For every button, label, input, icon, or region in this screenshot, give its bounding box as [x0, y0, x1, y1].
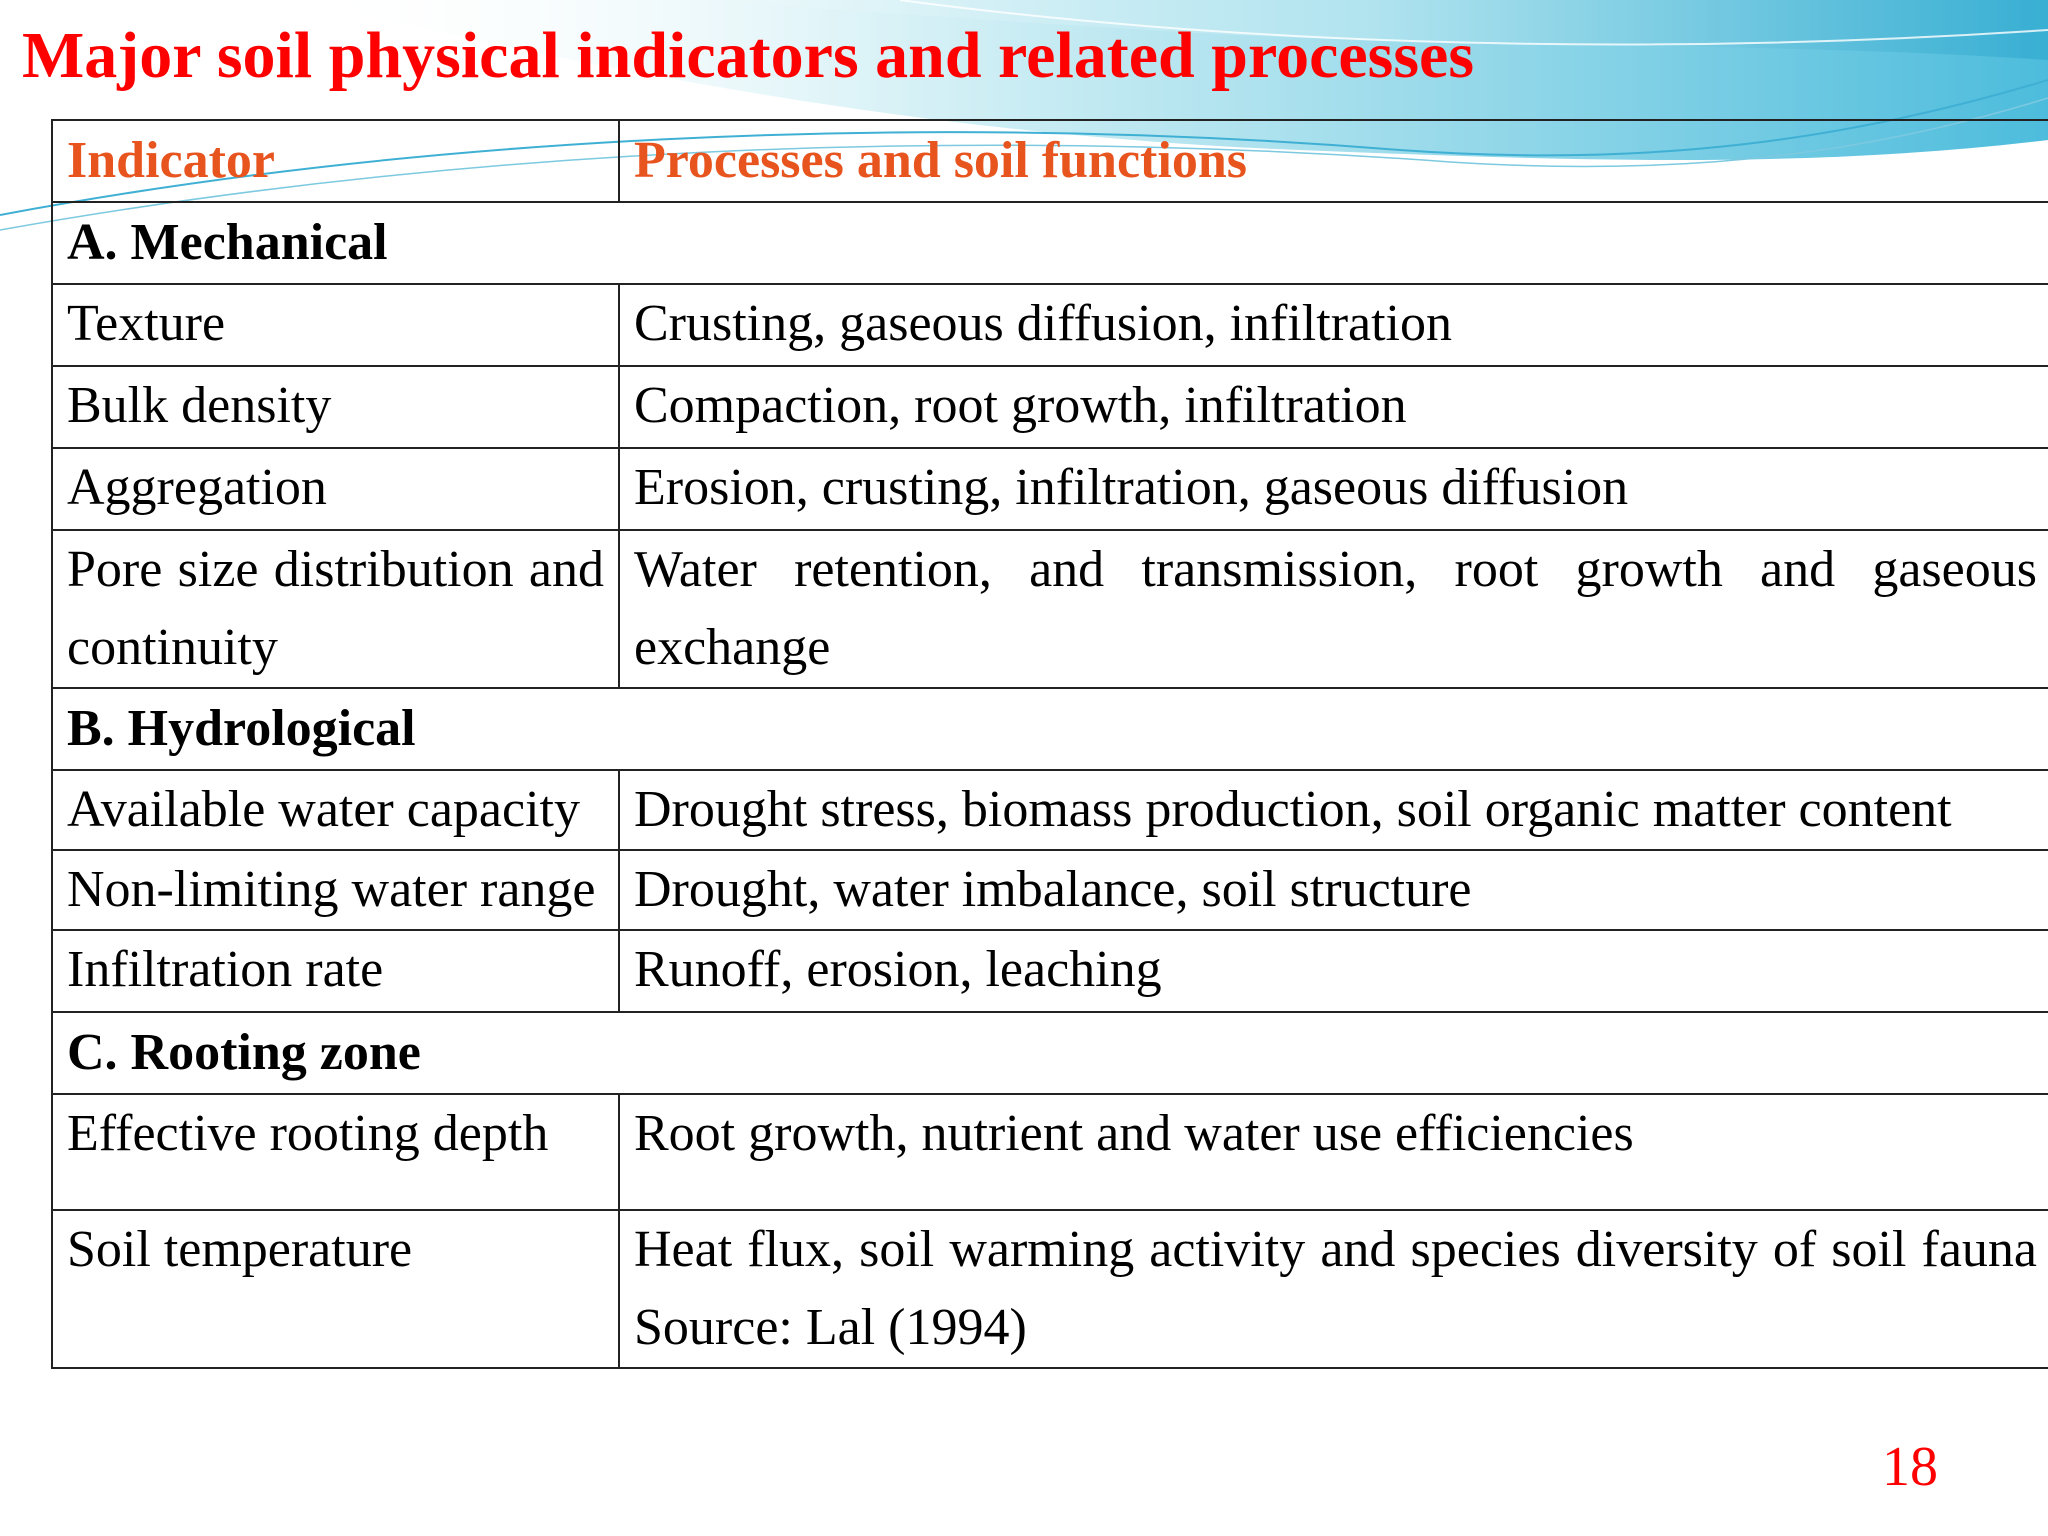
table-row — [52, 1094, 2048, 1210]
slide-title: Major soil physical indicators and related processes — [22, 19, 1474, 92]
section-row-hydrological — [52, 688, 2048, 770]
section-label: A. Mechanical — [52, 202, 2048, 284]
indicator-cell: Aggregation — [52, 448, 619, 530]
indicator-cell: Available water capacity — [52, 770, 619, 850]
indicator-cell: Soil temperature — [52, 1210, 619, 1368]
indicators-table — [51, 119, 2048, 1369]
section-label: B. Hydrological — [52, 688, 2048, 770]
table-row — [52, 770, 2048, 850]
table-row — [52, 850, 2048, 930]
table-row — [52, 366, 2048, 448]
indicator-cell: Non-limiting water range — [52, 850, 619, 930]
table-row — [52, 1210, 2048, 1368]
table-row — [52, 530, 2048, 688]
processes-cell: Compaction, root growth, infiltration — [619, 366, 2048, 448]
header-processes: Processes and soil functions — [619, 120, 2048, 202]
table-row — [52, 284, 2048, 366]
indicator-cell: Bulk density — [52, 366, 619, 448]
page-number: 18 — [1882, 1436, 1938, 1498]
processes-cell: Water retention, and transmission, root growth and gaseous exchange — [619, 530, 2048, 688]
indicator-cell: Pore size distribution and continuity — [52, 530, 619, 688]
processes-cell: Runoff, erosion, leaching — [619, 930, 2048, 1012]
section-label: C. Rooting zone — [52, 1012, 2048, 1094]
table-row — [52, 930, 2048, 1012]
indicator-cell: Infiltration rate — [52, 930, 619, 1012]
processes-cell: Erosion, crusting, infiltration, gaseous diffusion — [619, 448, 2048, 530]
section-row-mechanical — [52, 202, 2048, 284]
processes-cell: Drought stress, biomass production, soil organic matter content — [619, 770, 2048, 850]
processes-cell: Drought, water imbalance, soil structure — [619, 850, 2048, 930]
processes-cell: Root growth, nutrient and water use efficiencies — [619, 1094, 2048, 1210]
section-row-rooting-zone — [52, 1012, 2048, 1094]
processes-cell: Heat flux, soil warming activity and species diversity of soil fauna Source: Lal (1994) — [619, 1210, 2048, 1368]
table-row — [52, 448, 2048, 530]
indicator-cell: Effective rooting depth — [52, 1094, 619, 1210]
indicator-cell: Texture — [52, 284, 619, 366]
processes-cell: Crusting, gaseous diffusion, infiltration — [619, 284, 2048, 366]
header-indicator: Indicator — [52, 120, 619, 202]
table-header-row — [52, 120, 2048, 202]
